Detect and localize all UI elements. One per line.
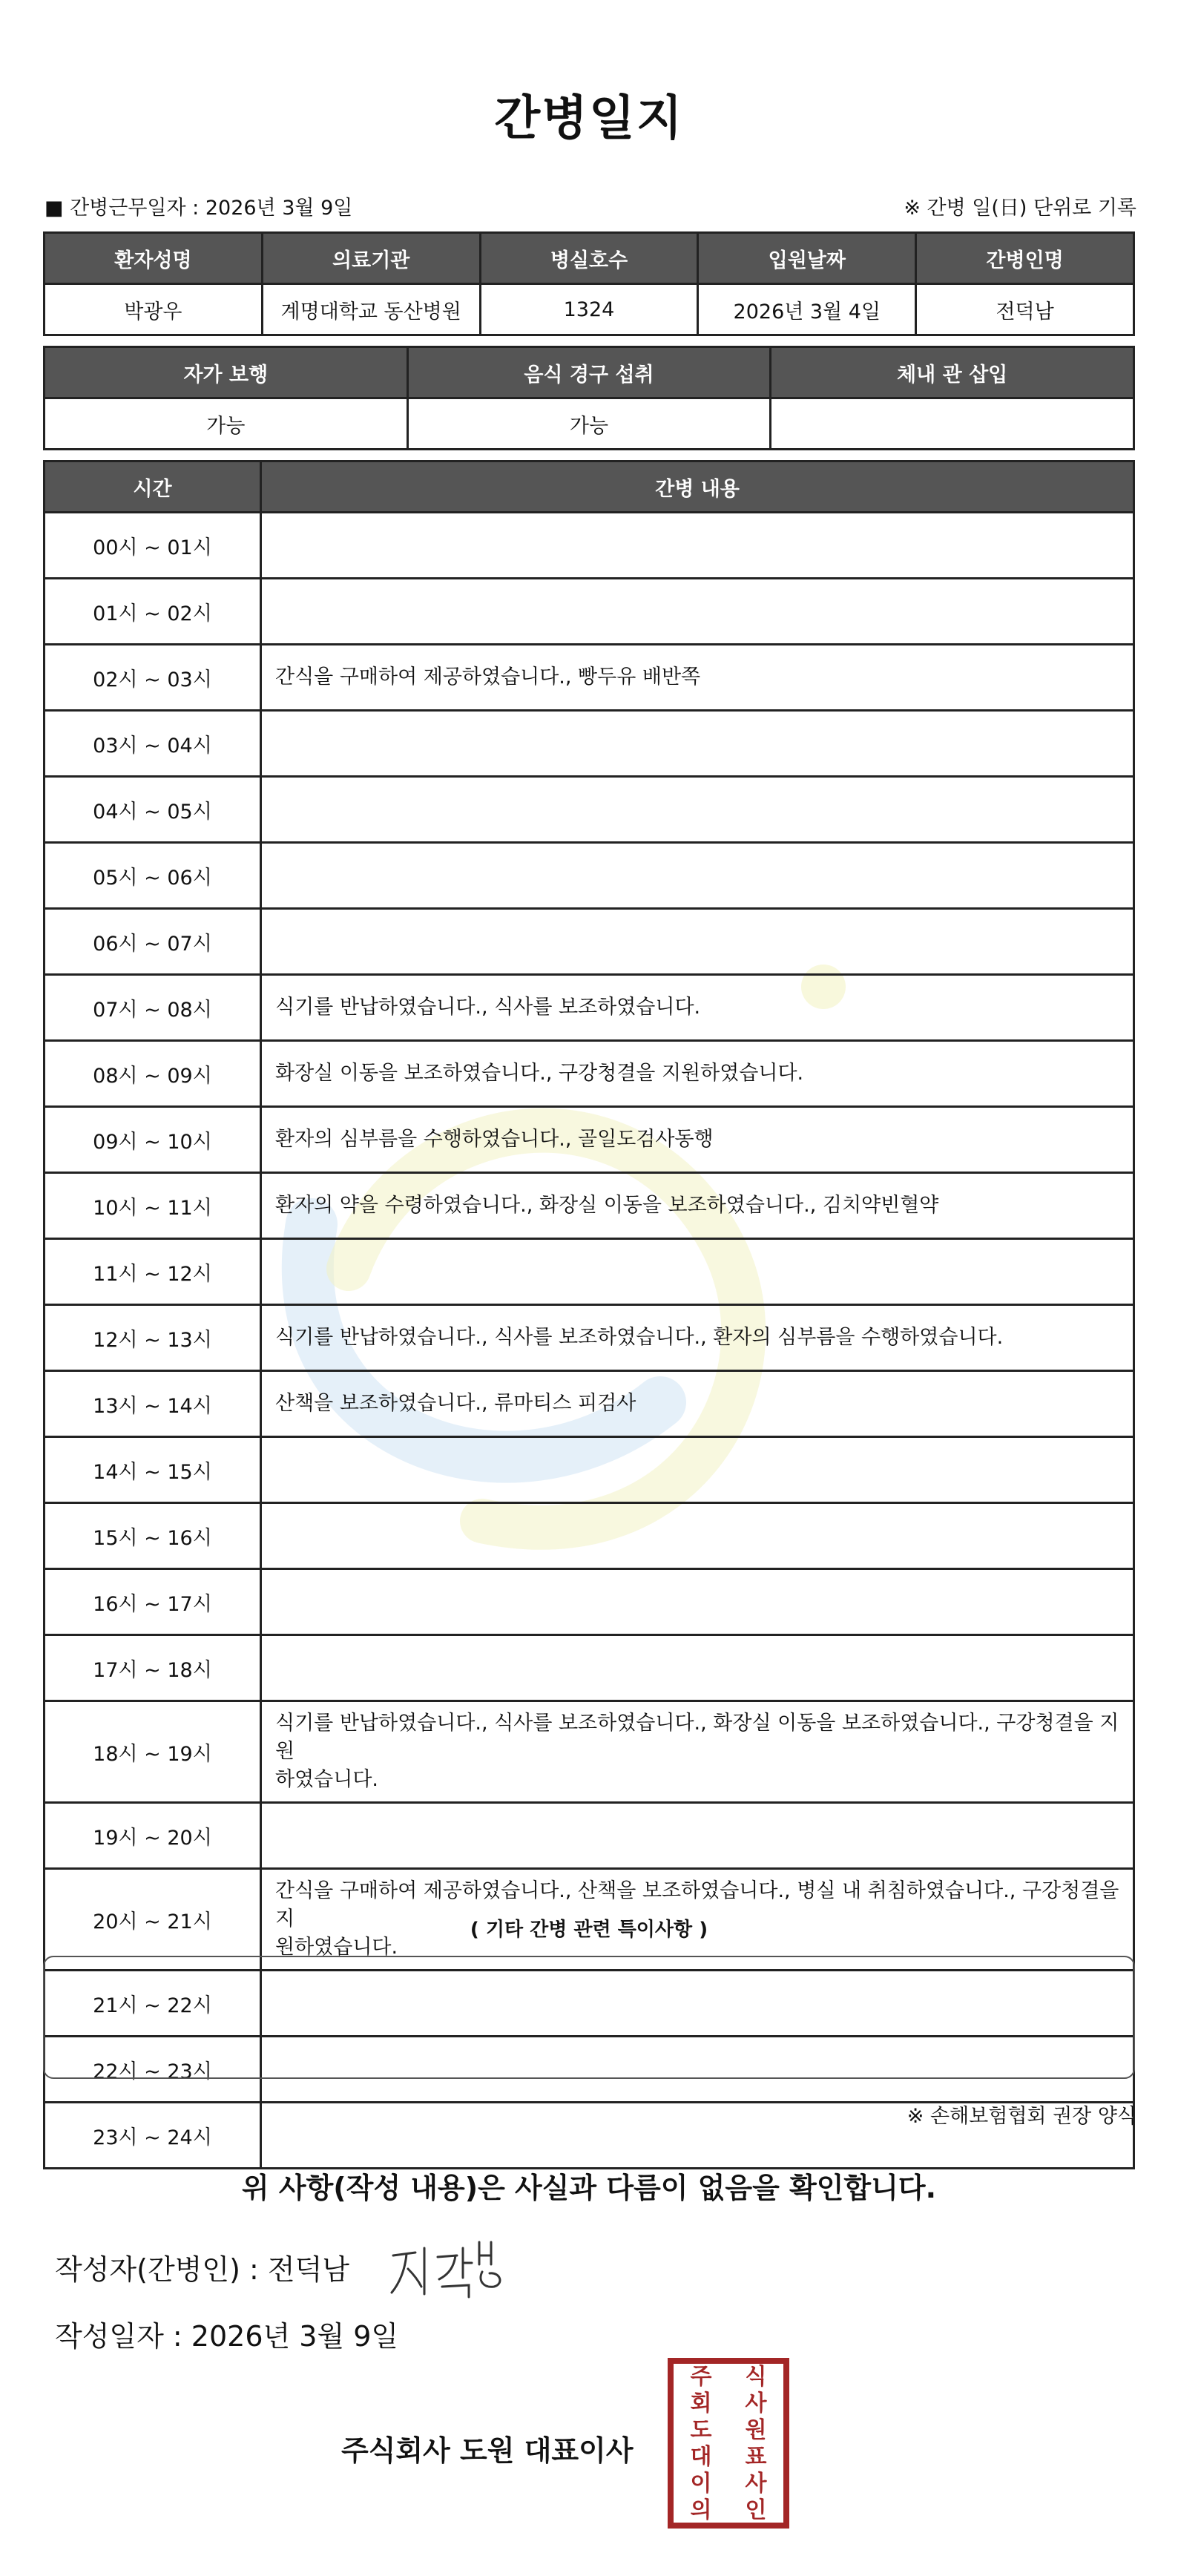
table-row [45, 711, 1134, 777]
table-row [45, 645, 1134, 711]
seal-char: 식 [745, 2364, 767, 2390]
seal-char: 사 [745, 2391, 767, 2416]
time-slot: 20시 ~ 21시 [45, 1869, 261, 1971]
patient-info-value-row [45, 284, 1134, 335]
care-content [261, 1239, 1134, 1305]
time-slot: 02시 ~ 03시 [45, 645, 261, 711]
time-slot: 01시 ~ 02시 [45, 579, 261, 645]
confirmation-statement: 위 사항(작성 내용)은 사실과 다름이 없음을 확인합니다. [241, 2172, 937, 2204]
time-slot: 21시 ~ 22시 [45, 1971, 261, 2037]
care-content [261, 843, 1134, 909]
table-row [45, 1305, 1134, 1371]
header-self-walking: 자가 보행 [45, 347, 408, 398]
care-content [261, 777, 1134, 843]
seal-char: 의 [690, 2497, 712, 2523]
seal-char: 회 [690, 2391, 712, 2416]
header-tube-insertion: 체내 관 삽입 [771, 347, 1134, 398]
time-slot: 04시 ~ 05시 [45, 777, 261, 843]
seal-char: 사 [745, 2471, 767, 2497]
table-row [45, 1239, 1134, 1305]
time-slot: 06시 ~ 07시 [45, 909, 261, 975]
unit-note: ※ 간병 일(日) 단위로 기록 [904, 197, 1136, 220]
time-slot: 17시 ~ 18시 [45, 1635, 261, 1701]
table-row [45, 909, 1134, 975]
header-room: 병실호수 [480, 233, 698, 284]
care-content-line: 식기를 반납하였습니다., 식사를 보조하였습니다., 화장실 이동을 보조하였습니다., 구강청결을 지원 [275, 1712, 1119, 1763]
table-row [45, 1569, 1134, 1635]
care-content [261, 645, 1134, 711]
table-row [45, 1503, 1134, 1569]
table-row [45, 513, 1134, 579]
written-date: 작성일자 : 2026년 3월 9일 [55, 2320, 399, 2353]
time-slot: 10시 ~ 11시 [45, 1173, 261, 1239]
care-content [261, 1371, 1134, 1437]
header-patient-name: 환자성명 [45, 233, 263, 284]
care-content-line: 간식을 구매하여 제공하였습니다., 산책을 보조하였습니다., 병실 내 취침하였습니다., 구강청결을 지 [275, 1879, 1119, 1931]
care-content [261, 909, 1134, 975]
care-content-line: 환자의 약을 수령하였습니다., 화장실 이동을 보조하였습니다., 김치약빈혈약 [275, 1194, 939, 1217]
care-content-line: 환자의 심부름을 수행하였습니다., 골일도검사동행 [275, 1128, 714, 1151]
seal-char: 표 [745, 2444, 767, 2470]
care-content [261, 1569, 1134, 1635]
table-row [45, 1437, 1134, 1503]
care-log-header-row [45, 461, 1134, 513]
seal-char: 도 [690, 2417, 712, 2443]
table-row [45, 1107, 1134, 1173]
table-row [45, 1635, 1134, 1701]
time-slot: 12시 ~ 13시 [45, 1305, 261, 1371]
table-row [45, 1803, 1134, 1869]
care-content [261, 975, 1134, 1041]
table-row [45, 1371, 1134, 1437]
patient-info-table [43, 231, 1135, 336]
care-content [261, 1173, 1134, 1239]
company-seal [668, 2358, 789, 2529]
remarks-box [43, 1956, 1135, 2079]
care-content [261, 1041, 1134, 1107]
time-slot: 15시 ~ 16시 [45, 1503, 261, 1569]
care-content-line: 산책을 보조하였습니다., 류마티스 피검사 [275, 1392, 636, 1415]
handwritten-signature [386, 2226, 519, 2307]
table-row [45, 579, 1134, 645]
seal-char: 대 [690, 2444, 712, 2470]
time-slot: 09시 ~ 10시 [45, 1107, 261, 1173]
care-content-line: 식기를 반납하였습니다., 식사를 보조하였습니다., 환자의 심부름을 수행하였습니다. [275, 1326, 1004, 1349]
care-content-line: 식기를 반납하였습니다., 식사를 보조하였습니다. [275, 996, 701, 1019]
time-slot: 18시 ~ 19시 [45, 1701, 261, 1803]
care-content-line: 화장실 이동을 보조하였습니다., 구강청결을 지원하였습니다. [275, 1062, 804, 1085]
status-header-row [45, 347, 1134, 398]
time-slot: 05시 ~ 06시 [45, 843, 261, 909]
time-slot: 22시 ~ 23시 [45, 2037, 261, 2103]
value-room: 1324 [480, 284, 698, 335]
header-caregiver: 간병인명 [916, 233, 1134, 284]
care-content [261, 1305, 1134, 1371]
time-slot: 00시 ~ 01시 [45, 513, 261, 579]
time-slot: 16시 ~ 17시 [45, 1569, 261, 1635]
seal-char: 이 [690, 2471, 712, 2497]
time-slot: 07시 ~ 08시 [45, 975, 261, 1041]
header-care-content: 간병 내용 [261, 461, 1134, 513]
writer-line: 작성자(간병인) : 전덕남 [55, 2253, 349, 2286]
value-patient-name: 박광우 [45, 284, 263, 335]
remarks-title: ( 기타 간병 관련 특이사항 ) [470, 1919, 708, 1941]
table-row [45, 1701, 1134, 1803]
care-content [261, 1503, 1134, 1569]
time-slot: 03시 ~ 04시 [45, 711, 261, 777]
table-row [45, 975, 1134, 1041]
patient-info-header-row [45, 233, 1134, 284]
care-content [261, 579, 1134, 645]
work-date: ■ 간병근무일자 : 2026년 3월 9일 [45, 197, 353, 220]
page-title: 간병일지 [494, 91, 684, 146]
status-value-row [45, 398, 1134, 450]
company-representative: 주식회사 도원 대표이사 [341, 2434, 634, 2467]
care-content [261, 513, 1134, 579]
time-slot: 13시 ~ 14시 [45, 1371, 261, 1437]
time-slot: 23시 ~ 24시 [45, 2103, 261, 2169]
time-slot: 08시 ~ 09시 [45, 1041, 261, 1107]
time-slot: 14시 ~ 15시 [45, 1437, 261, 1503]
value-caregiver: 전덕남 [916, 284, 1134, 335]
care-content [261, 1701, 1134, 1803]
time-slot: 11시 ~ 12시 [45, 1239, 261, 1305]
value-self-walking: 가능 [45, 398, 408, 450]
care-content [261, 1437, 1134, 1503]
form-note: ※ 손해보험협회 권장 양식 [906, 2105, 1136, 2128]
table-row [45, 1173, 1134, 1239]
seal-char: 원 [745, 2417, 767, 2443]
care-content [261, 711, 1134, 777]
care-content [261, 1107, 1134, 1173]
seal-char: 주 [690, 2364, 712, 2390]
value-hospital: 계명대학교 동산병원 [262, 284, 480, 335]
table-row [45, 777, 1134, 843]
header-oral-intake: 음식 경구 섭취 [407, 347, 771, 398]
table-row [45, 843, 1134, 909]
header-admission-date: 입원날짜 [698, 233, 916, 284]
care-content-line: 하였습니다. [275, 1768, 378, 1791]
table-row [45, 1041, 1134, 1107]
time-slot: 19시 ~ 20시 [45, 1803, 261, 1869]
care-content-line: 원하였습니다. [275, 1936, 398, 1959]
care-content-line: 간식을 구매하여 제공하였습니다., 빵두유 배반쪽 [275, 666, 701, 689]
patient-status-table [43, 346, 1135, 450]
header-time: 시간 [45, 461, 261, 513]
care-log-table [43, 460, 1135, 2169]
care-content [261, 1635, 1134, 1701]
seal-char: 인 [745, 2497, 767, 2523]
header-hospital: 의료기관 [262, 233, 480, 284]
value-tube-insertion [771, 398, 1134, 450]
value-oral-intake: 가능 [407, 398, 771, 450]
value-admission-date: 2026년 3월 4일 [698, 284, 916, 335]
care-content [261, 1803, 1134, 1869]
